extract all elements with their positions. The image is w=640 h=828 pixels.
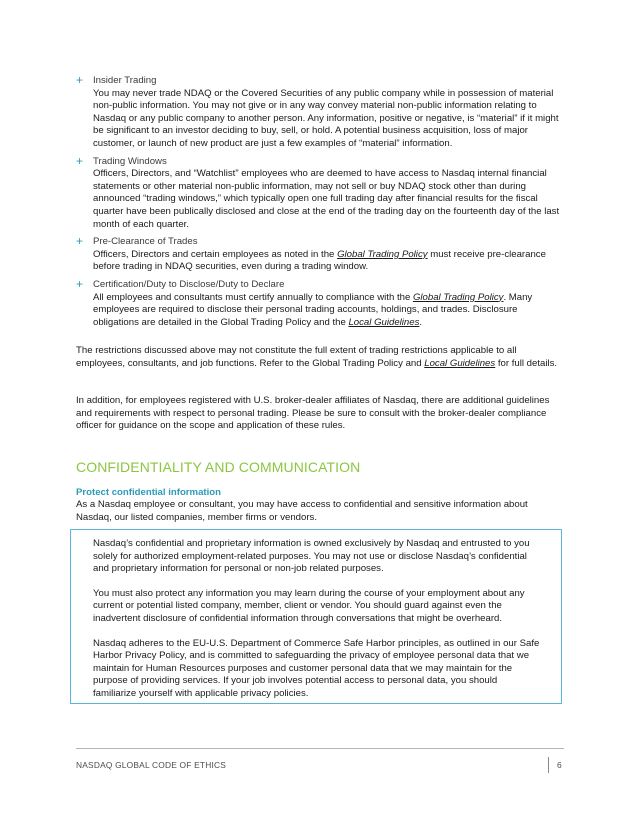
body-text: must receive pre-clearance before trading in NDAQ securities, even during a trading window. xyxy=(93,248,546,273)
list-item-title: Trading Windows xyxy=(93,155,167,167)
footer-document-title: NASDAQ GLOBAL CODE OF ETHICS xyxy=(76,760,227,770)
body-text: All employees and consultants must certify annually to compliance with the xyxy=(93,291,413,303)
list-item-body xyxy=(93,249,561,274)
broker-dealer-paragraph: In addition, for employees registered with U.S. broker-dealer affiliates of Nasdaq, there are additional guidelines and requirements with respect to personal trading. Please be sure to consult with the broker-dealer compliance officer for guidance on the scope and application of these rules. xyxy=(76,395,550,432)
list-item-title: Insider Trading xyxy=(93,75,157,86)
confidentiality-callout-box xyxy=(70,529,562,704)
body-text: . xyxy=(419,316,423,328)
list-item-body xyxy=(93,292,561,330)
list-item-body: You may never trade NDAQ or the Covered Securities of any public company while in possession of material non-public information. You may not give or in any way convey material non-public information relating to Nasdaq or any public company to another person. Any information, positive or negative, is “material” if it might be significant to an investor deciding to buy, sell, or hold. A potential business acquisition, loss of major customer, or launch of new product are just a few examples of “material” information. xyxy=(93,87,559,149)
restrictions-paragraph xyxy=(76,345,561,370)
local-guidelines-link[interactable]: Local Guidelines xyxy=(424,357,496,369)
body-text: The restrictions discussed above may not constitute the full extent of trading restrictions applicable to all employees, consultants, and job functions. Refer to the Global Trading Policy and xyxy=(76,345,517,369)
callout-paragraph: Nasdaq adheres to the EU-U.S. Department of Commerce Safe Harbor principles, as outlined in our Safe Harbor Privacy Policy, and is committed to safeguarding the privacy of employee personal data that we maintain for Human Resources purposes and customer personal data that we may maintain for the purpose of providing services. If your job involves potential access to personal data, you should familiarize yourself with applicable privacy policies. xyxy=(93,637,540,699)
section-intro: As a Nasdaq employee or consultant, you may have access to confidential and sensitive information about Nasdaq, our listed companies, member firms or vendors. xyxy=(76,499,528,523)
list-item-title: Certification/Duty to Disclose/Duty to Declare xyxy=(93,278,285,290)
plus-icon: + xyxy=(76,234,84,249)
page-number: 6 xyxy=(557,760,562,770)
global-trading-policy-link[interactable]: Global Trading Policy xyxy=(412,291,504,303)
plus-icon: + xyxy=(76,73,84,87)
callout-paragraph: Nasdaq’s confidential and proprietary information is owned exclusively by Nasdaq and entrusted to you solely for authorized employment-related purposes. You may not use or disclose Nasdaq’s confidential and proprietary information for personal or non-job related purposes. xyxy=(93,538,530,575)
global-trading-policy-link[interactable]: Global Trading Policy xyxy=(337,248,428,260)
footer-divider xyxy=(76,748,564,749)
callout-paragraph: You must also protect any information you may learn during the course of your employment about any current or potential listed company, member, client or vendor. You should guard against even the inadvertent disclosure of confidential information through conversations that might be overheard. xyxy=(93,587,525,624)
list-item-body: Officers, Directors, and “Watchlist” employees who are deemed to have access to Nasdaq internal financial statements or other material non-public information, may not sell or buy NDAQ stock other than during announced “trading windows,” which typically open one full trading day after financial results for the fiscal quarter have been publically disclosed and close at the end of the trading day on the fourteenth day of the last month of each quarter. xyxy=(93,168,560,230)
list-item-title: Pre-Clearance of Trades xyxy=(93,236,198,248)
section-subheading: Protect confidential information xyxy=(76,487,221,498)
body-text: . Many employees are required to disclose their personal trading accounts, holdings, and trades. Disclosure obligations are detailed in the Global Trading Policy and the xyxy=(93,291,533,328)
list-item-insider-trading xyxy=(76,75,561,151)
section-title: CONFIDENTIALITY AND COMMUNICATION xyxy=(76,459,361,475)
body-text: for full details. xyxy=(495,357,558,369)
list-item-trading-windows xyxy=(76,153,561,232)
list-item-certification xyxy=(76,276,561,329)
plus-icon: + xyxy=(76,153,84,168)
body-text: Officers, Directors and certain employees as noted in the xyxy=(93,248,338,260)
local-guidelines-link[interactable]: Local Guidelines xyxy=(348,316,420,328)
list-item-pre-clearance xyxy=(76,236,561,274)
plus-icon: + xyxy=(76,276,84,291)
footer-separator xyxy=(548,757,549,773)
trading-rules-list xyxy=(76,75,561,334)
